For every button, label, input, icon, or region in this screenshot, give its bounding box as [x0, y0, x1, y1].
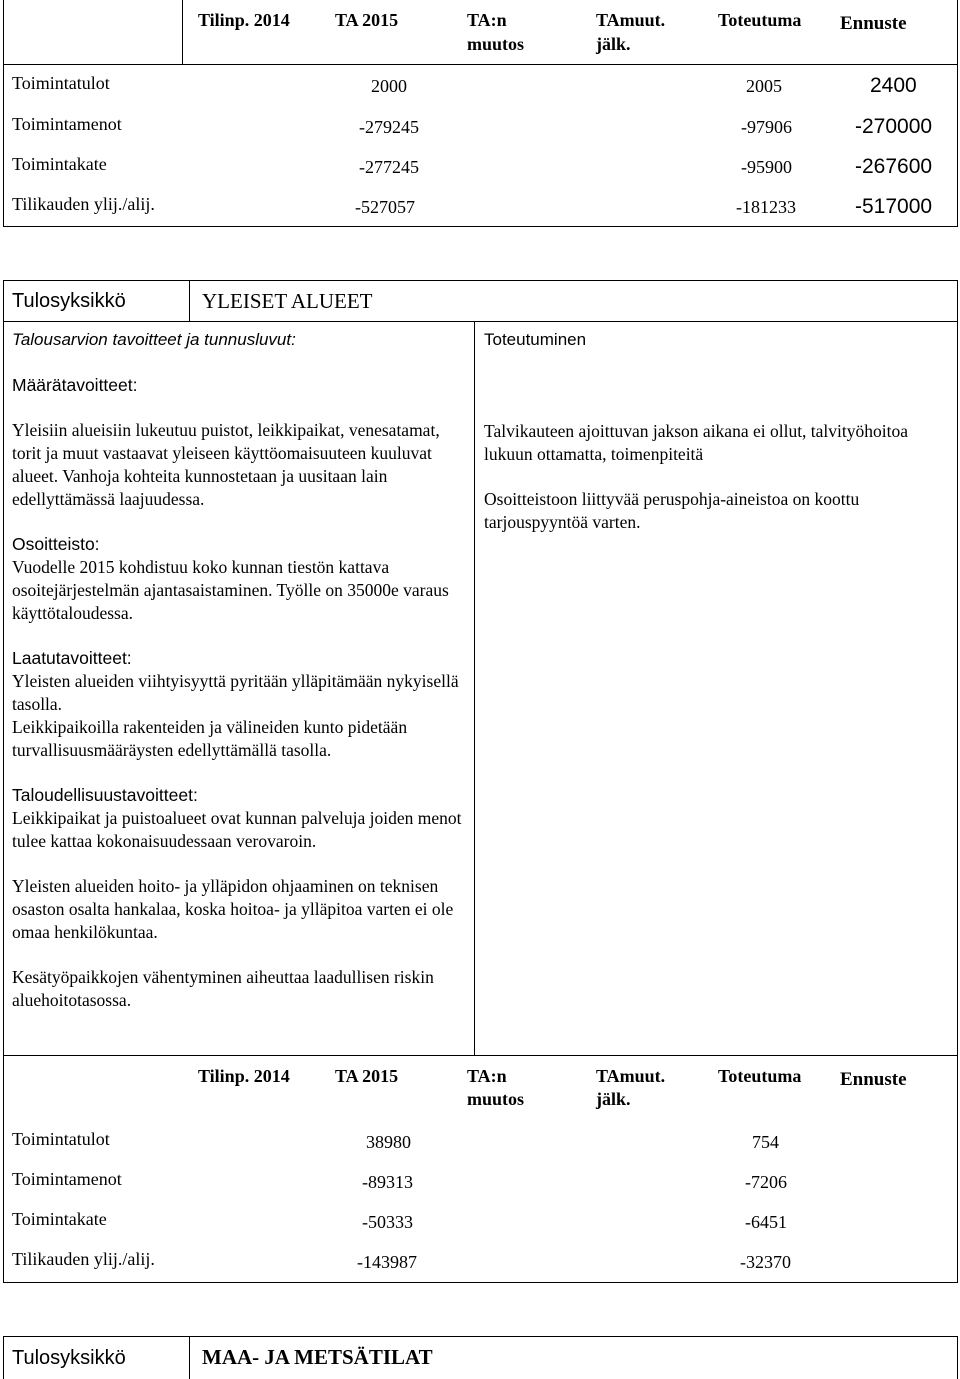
toteutuma-value: -6451: [745, 1212, 787, 1232]
osoite-heading: Osoitteisto:: [12, 534, 100, 554]
header-toteutuma: Toteutuma: [718, 1066, 802, 1086]
laatu-heading: Laatutavoitteet:: [12, 648, 132, 668]
row-label: Toimintakate: [12, 154, 107, 174]
header-tilinp-2014: Tilinp. 2014: [198, 10, 290, 30]
header-ta-muutos-2: muutos: [467, 1089, 525, 1109]
maara-text: Yleisiin alueisiin lukeutuu puistot, leikkipaikat, venesatamat, torit ja muut vastaavat yleiseen käyttöomaisuuteen kuuluvat alueet. Vanhoja kohteita kunnostetaan ja uusitaan lain edellyttämässä laajuudessa.: [12, 420, 440, 509]
toteutuma-value: -7206: [745, 1172, 787, 1192]
ennuste-value: -267600: [855, 155, 933, 178]
unit-name: YLEISET ALUEET: [202, 289, 373, 313]
ta2015-value: -50333: [362, 1212, 413, 1232]
maara-heading: Määrätavoitteet:: [12, 375, 138, 395]
osoite-text: Vuodelle 2015 kohdistuu koko kunnan tiestön kattava osoitejärjestelmän ajantasaistaminen. Työlle on 35000e varaus käyttötaloudessa.: [12, 557, 449, 623]
header-ta-2015: TA 2015: [335, 10, 399, 30]
ennuste-value: 2400: [870, 74, 917, 97]
toteutuma-value: -95900: [741, 157, 792, 177]
kesa-text: Kesätyöpaikkojen vähentyminen aiheuttaa laadullisen riskin aluehoitotasossa.: [12, 967, 434, 1010]
hoito-text: Yleisten alueiden hoito- ja ylläpidon ohjaaminen on teknisen osaston osalta hankalaa, koska hoitoa- ja ylläpitoa varten ei ole omaa henkilökuntaa.: [12, 876, 454, 942]
header-tamuut-1: TAmuut.: [596, 1066, 666, 1086]
header-tamuut-2: jälk.: [596, 34, 631, 54]
header-toteutuma: Toteutuma: [718, 10, 802, 30]
row-label: Toimintatulot: [12, 73, 110, 93]
unit-label: Tulosyksikkö: [12, 1347, 126, 1369]
header-ta-muutos-1: TA:n: [467, 10, 507, 30]
realization-text-1: Talvikauteen ajoittuvan jakson aikana ei ollut, talvityöhoitoa lukuun ottamatta, toimenpiteitä: [484, 421, 909, 464]
laatu-text-1: Yleisten alueiden viihtyisyyttä pyritään ylläpitämään nykyisellä tasolla.: [12, 671, 459, 714]
row-label: Toimintamenot: [12, 1169, 122, 1189]
row-label: Toimintakate: [12, 1209, 107, 1229]
header-ta-2015: TA 2015: [335, 1066, 399, 1086]
header-ta-muutos-2: muutos: [467, 34, 525, 54]
realization-right-column: [484, 420, 924, 534]
ennuste-value: -517000: [855, 195, 933, 218]
ta2015-value: -143987: [357, 1252, 417, 1272]
ta2015-value: -277245: [359, 157, 419, 177]
toteutuma-value: 754: [752, 1132, 779, 1152]
row-label: Tilikauden ylij./alij.: [12, 194, 155, 214]
ta2015-value: -89313: [362, 1172, 413, 1192]
ta2015-value: -527057: [355, 197, 415, 217]
ennuste-value: -270000: [855, 115, 933, 138]
header-tamuut-1: TAmuut.: [596, 10, 666, 30]
row-label: Tilikauden ylij./alij.: [12, 1249, 155, 1269]
realization-heading: Toteutuminen: [484, 330, 587, 349]
ta2015-value: 38980: [366, 1132, 411, 1152]
ta2015-value: 2000: [371, 76, 407, 96]
talous-heading: Taloudellisuustavoitteet:: [12, 785, 198, 805]
ta2015-value: -279245: [359, 117, 419, 137]
targets-left-column: [12, 374, 467, 1012]
targets-heading: Talousarvion tavoitteet ja tunnusluvut:: [12, 330, 296, 349]
toteutuma-value: -97906: [741, 117, 792, 137]
header-ta-muutos-1: TA:n: [467, 1066, 507, 1086]
row-label: Toimintamenot: [12, 114, 122, 134]
row-label: Toimintatulot: [12, 1129, 110, 1149]
unit-label: Tulosyksikkö: [12, 290, 126, 312]
toteutuma-value: -32370: [740, 1252, 791, 1272]
talous-text: Leikkipaikat ja puistoalueet ovat kunnan palveluja joiden menot tulee kattaa kokonaisuudessaan verovaroin.: [12, 808, 462, 851]
header-tamuut-2: jälk.: [596, 1089, 631, 1109]
toteutuma-value: 2005: [746, 76, 782, 96]
unit-name: MAA- JA METSÄTILAT: [202, 1345, 433, 1369]
toteutuma-value: -181233: [736, 197, 796, 217]
realization-text-2: Osoitteistoon liittyvää peruspohja-aineistoa on koottu tarjouspyyntöä varten.: [484, 489, 860, 532]
header-tilinp-2014: Tilinp. 2014: [198, 1066, 290, 1086]
header-ennuste: Ennuste: [840, 1069, 907, 1090]
laatu-text-2: Leikkipaikoilla rakenteiden ja välineiden kunto pidetään turvallisuusmääräysten edellyttämällä tasolla.: [12, 717, 408, 760]
header-ennuste: Ennuste: [840, 13, 907, 34]
